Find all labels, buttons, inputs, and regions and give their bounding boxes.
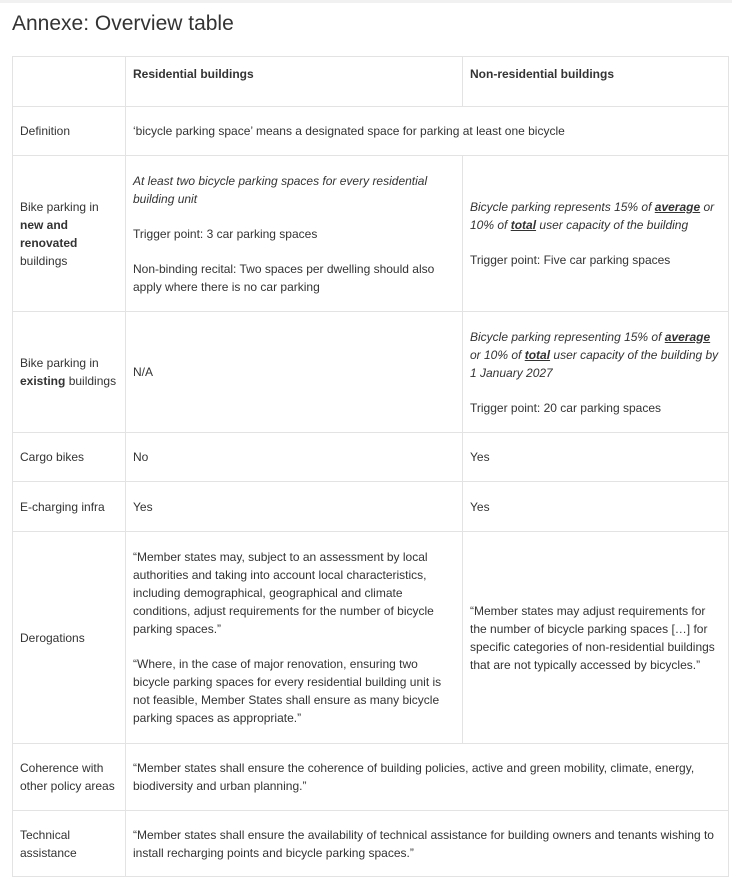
- new-nonresidential-cell: Bicycle parking represents 15% of average or 10% of total user capacity of the building Trigger point: Five car parking spaces: [463, 156, 729, 312]
- row-label: Derogations: [13, 532, 126, 744]
- existing-residential-cell: N/A: [126, 312, 463, 433]
- row-definition: [13, 107, 729, 156]
- header-residential: Residential buildings: [126, 57, 463, 107]
- new-residential-cell: At least two bicycle parking spaces for every residential building unit Trigger point: 3 car parking spaces Non-binding recital: Two spaces per dwelling should also apply where there is no car parking: [126, 156, 463, 312]
- row-label: Definition: [13, 107, 126, 156]
- definition-text: ‘bicycle parking space’ means a designated space for parking at least one bicycle: [126, 107, 729, 156]
- row-cargo-bikes: [13, 433, 729, 482]
- header-empty: [13, 57, 126, 107]
- row-label: Cargo bikes: [13, 433, 126, 482]
- table-header-row: [13, 57, 729, 107]
- row-derogations: [13, 532, 729, 744]
- row-coherence: [13, 744, 729, 811]
- derogations-nonresidential-cell: “Member states may adjust requirements for the number of bicycle parking spaces […] for specific categories of non-residential buildings that are not typically accessed by bicycles.”: [463, 532, 729, 744]
- cargo-residential-cell: No: [126, 433, 463, 482]
- existing-nonresidential-cell: Bicycle parking representing 15% of average or 10% of total user capacity of the building by 1 January 2027 Trigger point: 20 car parking spaces: [463, 312, 729, 433]
- echarging-residential-cell: Yes: [126, 482, 463, 532]
- row-label: Coherence with other policy areas: [13, 744, 126, 811]
- technical-text: “Member states shall ensure the availability of technical assistance for building owners and tenants wishing to install recharging points and bicycle parking spaces.”: [126, 811, 729, 877]
- cargo-nonresidential-cell: Yes: [463, 433, 729, 482]
- row-label: E-charging infra: [13, 482, 126, 532]
- header-nonresidential: Non-residential buildings: [463, 57, 729, 107]
- row-label: Bike parking in new and renovated buildings: [13, 156, 126, 312]
- row-e-charging: [13, 482, 729, 532]
- row-label: Technical assistance: [13, 811, 126, 877]
- row-technical-assistance: [13, 811, 729, 877]
- row-label: Bike parking in existing buildings: [13, 312, 126, 433]
- echarging-nonresidential-cell: Yes: [463, 482, 729, 532]
- coherence-text: “Member states shall ensure the coherence of building policies, active and green mobility, climate, energy, biodiversity and urban planning.”: [126, 744, 729, 811]
- top-divider: [0, 0, 732, 3]
- overview-table: [12, 56, 729, 877]
- row-new-buildings: [13, 156, 729, 312]
- row-existing-buildings: [13, 312, 729, 433]
- derogations-residential-cell: “Member states may, subject to an assessment by local authorities and taking into account local characteristics, including demographical, geographical and climate conditions, adjust requirements for the number of bicycle parking spaces.” “Where, in the case of major renovation, ensuring two bicycle parking spaces for every residential building unit is not feasible, Member States shall ensure as many bicycle parking spaces as appropriate.”: [126, 532, 463, 744]
- page-title: Annexe: Overview table: [12, 12, 234, 35]
